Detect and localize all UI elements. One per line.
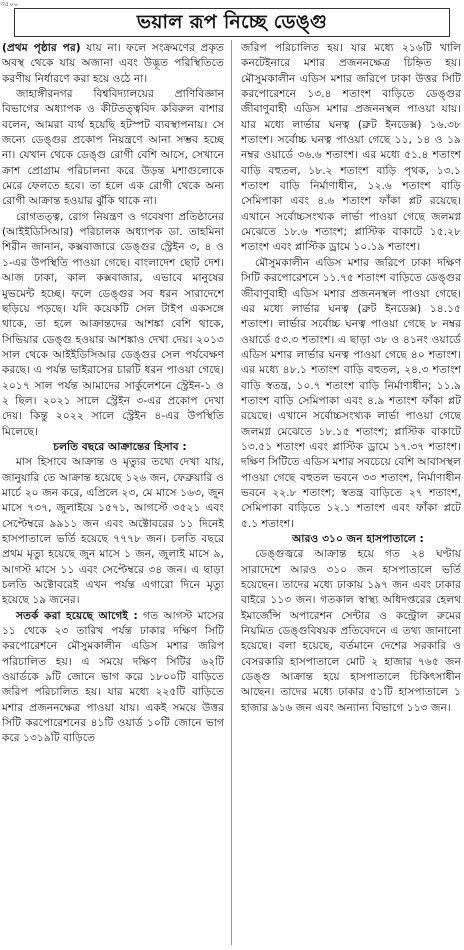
- paragraph: মাস হিসাবে আক্রান্ত ও মৃত্যুর তথ্যে দেখা যায়, জানুয়ারি তে আক্রান্ত হয়েছে ১২৬ জন, ফেব্রুয়ারি ও মার্চে ২০ জন করে, এপ্রিলে ২৩, মে মাসে ১৬৩, জুন মাসে ৭৩৭, জুলাইয়ে ১৫৭১, আগস্টে ৩৫২১ এবং সেপ্টেম্বরে ৯৯১১ জন এবং অক্টোবরের ১১ দিনেই হাসপাতালে ভর্তি হয়েছে ৭৭৭৮ জন। চলতি বছরে প্রথম মৃত্যু হয়েছে জুন মাসে ১ জন, জুলাই মাসে ৯, আগস্ট মাসে ১১ এবং সেপ্টেম্বরে ৩৪ জন। এ ছাড়া চলতি অক্টোবরেই এখন পর্যন্ত এগারো দিনে মৃত্যু হয়েছে ১৯ জনের।: [2, 455, 224, 607]
- cut-off-header-strip: ৩৫০০: [0, 0, 19, 8]
- paragraph-text: গত আগস্ট মাসের ১১ থেকে ২৩ তারিখ পর্যন্ত ঢাকার দক্ষিণ সিটি করপোরেশনে মৌসুমকালীন এডিস মশার জরিপ পরিচালিত হয়। এ সময়ে দক্ষিণ সিটির ৬২টি ওয়ার্ডকে ৯টি জোনে ভাগ করে ১৮০০টি বাড়িতে জরিপ পরিচালিত হয়। যার মধ্যে ২২৫টি বাড়িতে মশার প্রজননক্ষেত্র পাওয়া যায়। একই সময়ে উত্তর সিটি করপোরেশনের ৪১টি ওয়ার্ড ১০টি জোনে ভাগ করে ১৩১৯টি বাড়িতে: [2, 608, 224, 745]
- left-column: [2, 40, 224, 945]
- paragraph: মৌসুমকালীন এডিস মশার জরিপে ঢাকা দক্ষিণ সিটি করপোরেশনে ১১.৭৫ শতাংশ বাড়িতে ডেঙ্গুর জীবাণুবাহী এডিস মশার প্রজননস্থল পাওয়া গেছে। এর মধ্যে লার্ভার ঘনত্ব (ব্রুট ইনডেক্স) ১৪.১৫ শতাংশ। লার্ভার সর্বোচ্চ ঘনত্ব পাওয়া গেছে ৮ নম্বর ওয়ার্ডে ৫৩.৩ শতাংশ। এ ছাড়া ৩৮ ও ৪১নং ওয়ার্ডে এডিস মশার লার্ভার ঘনত্ব পাওয়া গেছে ৪০ শতাংশ। এর মধ্যে ৪৮.১ শতাংশ বাড়ি বহুতল, ২৪.৩ শতাংশ বাড়ি স্বতন্ত্র, ১০.৭ শতাংশ বাড়ি নির্মাণাধীন; ১১.৯ শতাংশ বাড়ি সেমিপাকা এবং ৪.৯ শতাংশ ফাঁকা প্লট রয়েছে। এখানে সর্বোচ্চসংখ্যক লার্ভা পাওয়া গেছে জলমগ্ন মেঝেতে ১৮.১৫ শতাংশ; প্লাস্টিক বাকাটে ১৩.৫১ শতাংশ এবং প্লাস্টিক ড্রামে ১৭.৩৭ শতাংশ। দক্ষিণ সিটিতে এডিস মশার সবচেয়ে বেশি আবাসস্থল পাওয়া গেছে বহুতল ভবনে ৩৩ শতাংশ, নির্মাণাধীন ভবনে ২২.৮ শতাংশ; স্বতন্ত্র বাড়িতে ২৭ শতাংশ, সেমিপাকা বাড়িতে ১২.১ শতাংশ এবং ফাঁকা প্লটে ৫.১ শতাংশ।: [241, 255, 461, 530]
- headline: ভয়াল রূপ নিচ্ছে ডেঙ্গু: [14, 8, 450, 37]
- paragraph: [2, 608, 224, 746]
- subheading: চলতি বছরে আক্রান্তের হিসাব :: [53, 439, 187, 453]
- paragraph: জাহাঙ্গীরনগর বিশ্ববিদ্যালয়ের প্রাণিবিজ্ঞান বিভাগের অধ্যাপক ও কীটতত্ত্ববিদ কবিরুল বাশার বলেন, আমরা ব্যর্থ হয়েছি হটস্পট ব্যবস্থাপনায়। সে জন্যে ডেঙ্গুর প্রকোপ নিয়ন্ত্রণে আনা সম্ভব হচ্ছে না। যেখান থেকে ডেঙ্গু রোগী বেশি আসে, সেখানে ক্রাশ প্রোগ্রাম পরিচালনা করে উড়ন্ত মশাগুলোকে মেরে ফেলতে হবে। তা হলে এক রোগী থেকে অন্য রোগী আক্রান্ত হওয়ার ঝুঁকি থাকে না।: [2, 87, 224, 208]
- subheading: আরও ৩১০ জন হাসপাতালে :: [292, 532, 424, 545]
- right-column: [241, 40, 461, 945]
- paragraph-text: যায় না। ফলে সংক্রমণের প্রকৃত অবস্থ থেকে যায় অজানা এবং উদ্ভূত পরিস্থিতিতে করণীয় নির্ধারণে করা হয়ে ওঠে না।: [2, 41, 224, 85]
- inline-subheading: সতর্ক করা হয়েছে আগেই :: [16, 608, 138, 622]
- column-divider: [231, 40, 232, 945]
- paragraph: রোগতত্ত্ব, রোগ নিয়ন্ত্রণ ও গবেষণা প্রতিষ্ঠানের (আইইডিসিআর) পরিচালক অধ্যাপক ডা. তাহমিনা শিরীন জানান, কক্সবাজারে ডেঙ্গুর স্ট্রেইন ৩, ৪ ও ১-এর উপস্থিতি পাওয়া গেছে। বাংলাদেশ ছোট দেশ। আজ ঢাকা, কাল কক্সবাজার, এভাবে মানুষের মুভমেন্ট হচ্ছে। ফলে ডেঙ্গুর সব ধরন সারাদেশে ছড়িয়ে পড়ছে। যদি কয়েকটি সেল টাইপ একসঙ্গে থাকে, তা হলে আক্রান্তদের আশঙ্কা বেশি থাকে, সিভিয়ার ডেঙ্গু হওয়ার আশঙ্কাও দেখা দেয়। ২০১৩ সাল থেকে আইইডিসিআর ডেঙ্গুর সেল পর্যবেক্ষণ করছে। এ পর্যন্ত ভাইরাসের চারটি ধরন পাওয়া গেছে। ২০১৭ সাল পর্যন্ত আমাদের সার্কুলেশনে স্ট্রেইন-১ ও ২ ছিল। ২০২১ সালে স্ট্রেইন ৩-এর প্রকোপ দেখা দেয়। কিন্তু ২০২২ সালে স্ট্রেইন ৪-এর উপস্থিতি মিলেছে।: [2, 209, 224, 438]
- paragraph: ডেঙ্গুজ্বরে আক্রান্ত হয়ে গত ২৪ ঘণ্টায় সারাদেশে আরও ৩১০ জন হাসপাতালে ভর্তি হয়েছেন। তাদের মধ্যে ঢাকায় ১৯৭ জন এবং ঢাকার বাইরে ১১৩ জন। গতকাল স্বাস্থ্য অধিদপ্তরের হেলথ ইমার্জেন্সি অপারেশন সেন্টার ও কন্ট্রোল রুমের নিয়মিত ডেঙ্গুবিষয়ক প্রতিবেদনে এ তথ্য জানানো হয়েছে। বলা হয়েছে, বর্তমানে দেশের সরকারি ও বেসরকারি হাসপাতালে মোট ২ হাজার ৭৬৫ জন ডেঙ্গু আক্রান্ত হয়ে হাসপাতালে চিকিৎসাধীন আছেন। তাদের মধ্যে ঢাকার ৫১টি হাসপাতালে ১ হাজার ৯১৬ জন এবং অন্যান্য বিভাগে ১১৩ জন।: [241, 547, 461, 714]
- continuation-label: (প্রথম পৃষ্ঠার পর): [2, 41, 81, 54]
- paragraph: [2, 40, 224, 86]
- paragraph: জরিপ পরিচালিত হয়। যার মধ্যে ২১৬টি খালি কনটেইনারে মশার প্রজননক্ষেত্র চিহ্নিত হয়। মৌসুমকালীন এডিস মশার জরিপে ঢাকা উত্তর সিটি করপোরেশনে ১৩.৪ শতাংশ বাড়িতে ডেঙ্গুর জীবাণুবাহী এডিস মশার প্রজননস্থল পাওয়া যায়। যার মধ্যে লার্ভার ঘনত্ব (ব্রুট ইনডেক্স) ১৬.৩৮ শতাংশ। সর্বোচ্চ ঘনত্ব পাওয়া গেছে ১১, ১৪ ও ১৯ নম্বর ওয়ার্ডে ৩৬.৬ শতাংশ। এর মধ্যে ৫১.৪ শতাংশ বাড়ি বহুতল, ১৮.২ শতাংশ বাড়ি পৃথক, ১৩.১ শতাংশ বাড়ি নির্মাণাধীন, ১২.৬ শতাংশ বাড়ি সেমিপাকা এবং ৪.৬ শতাংশ ফাঁকা প্লট রয়েছে। এখানে সর্বোচ্চসংখ্যক লার্ভা পাওয়া গেছে জলমগ্ন মেঝেতে ১৮.৬ শতাংশ; প্লাস্টিক বাকাটে ১৫.২৮ শতাংশ এবং প্লাস্টিক ড্রামে ১০.১৯ শতাংশ।: [241, 41, 461, 254]
